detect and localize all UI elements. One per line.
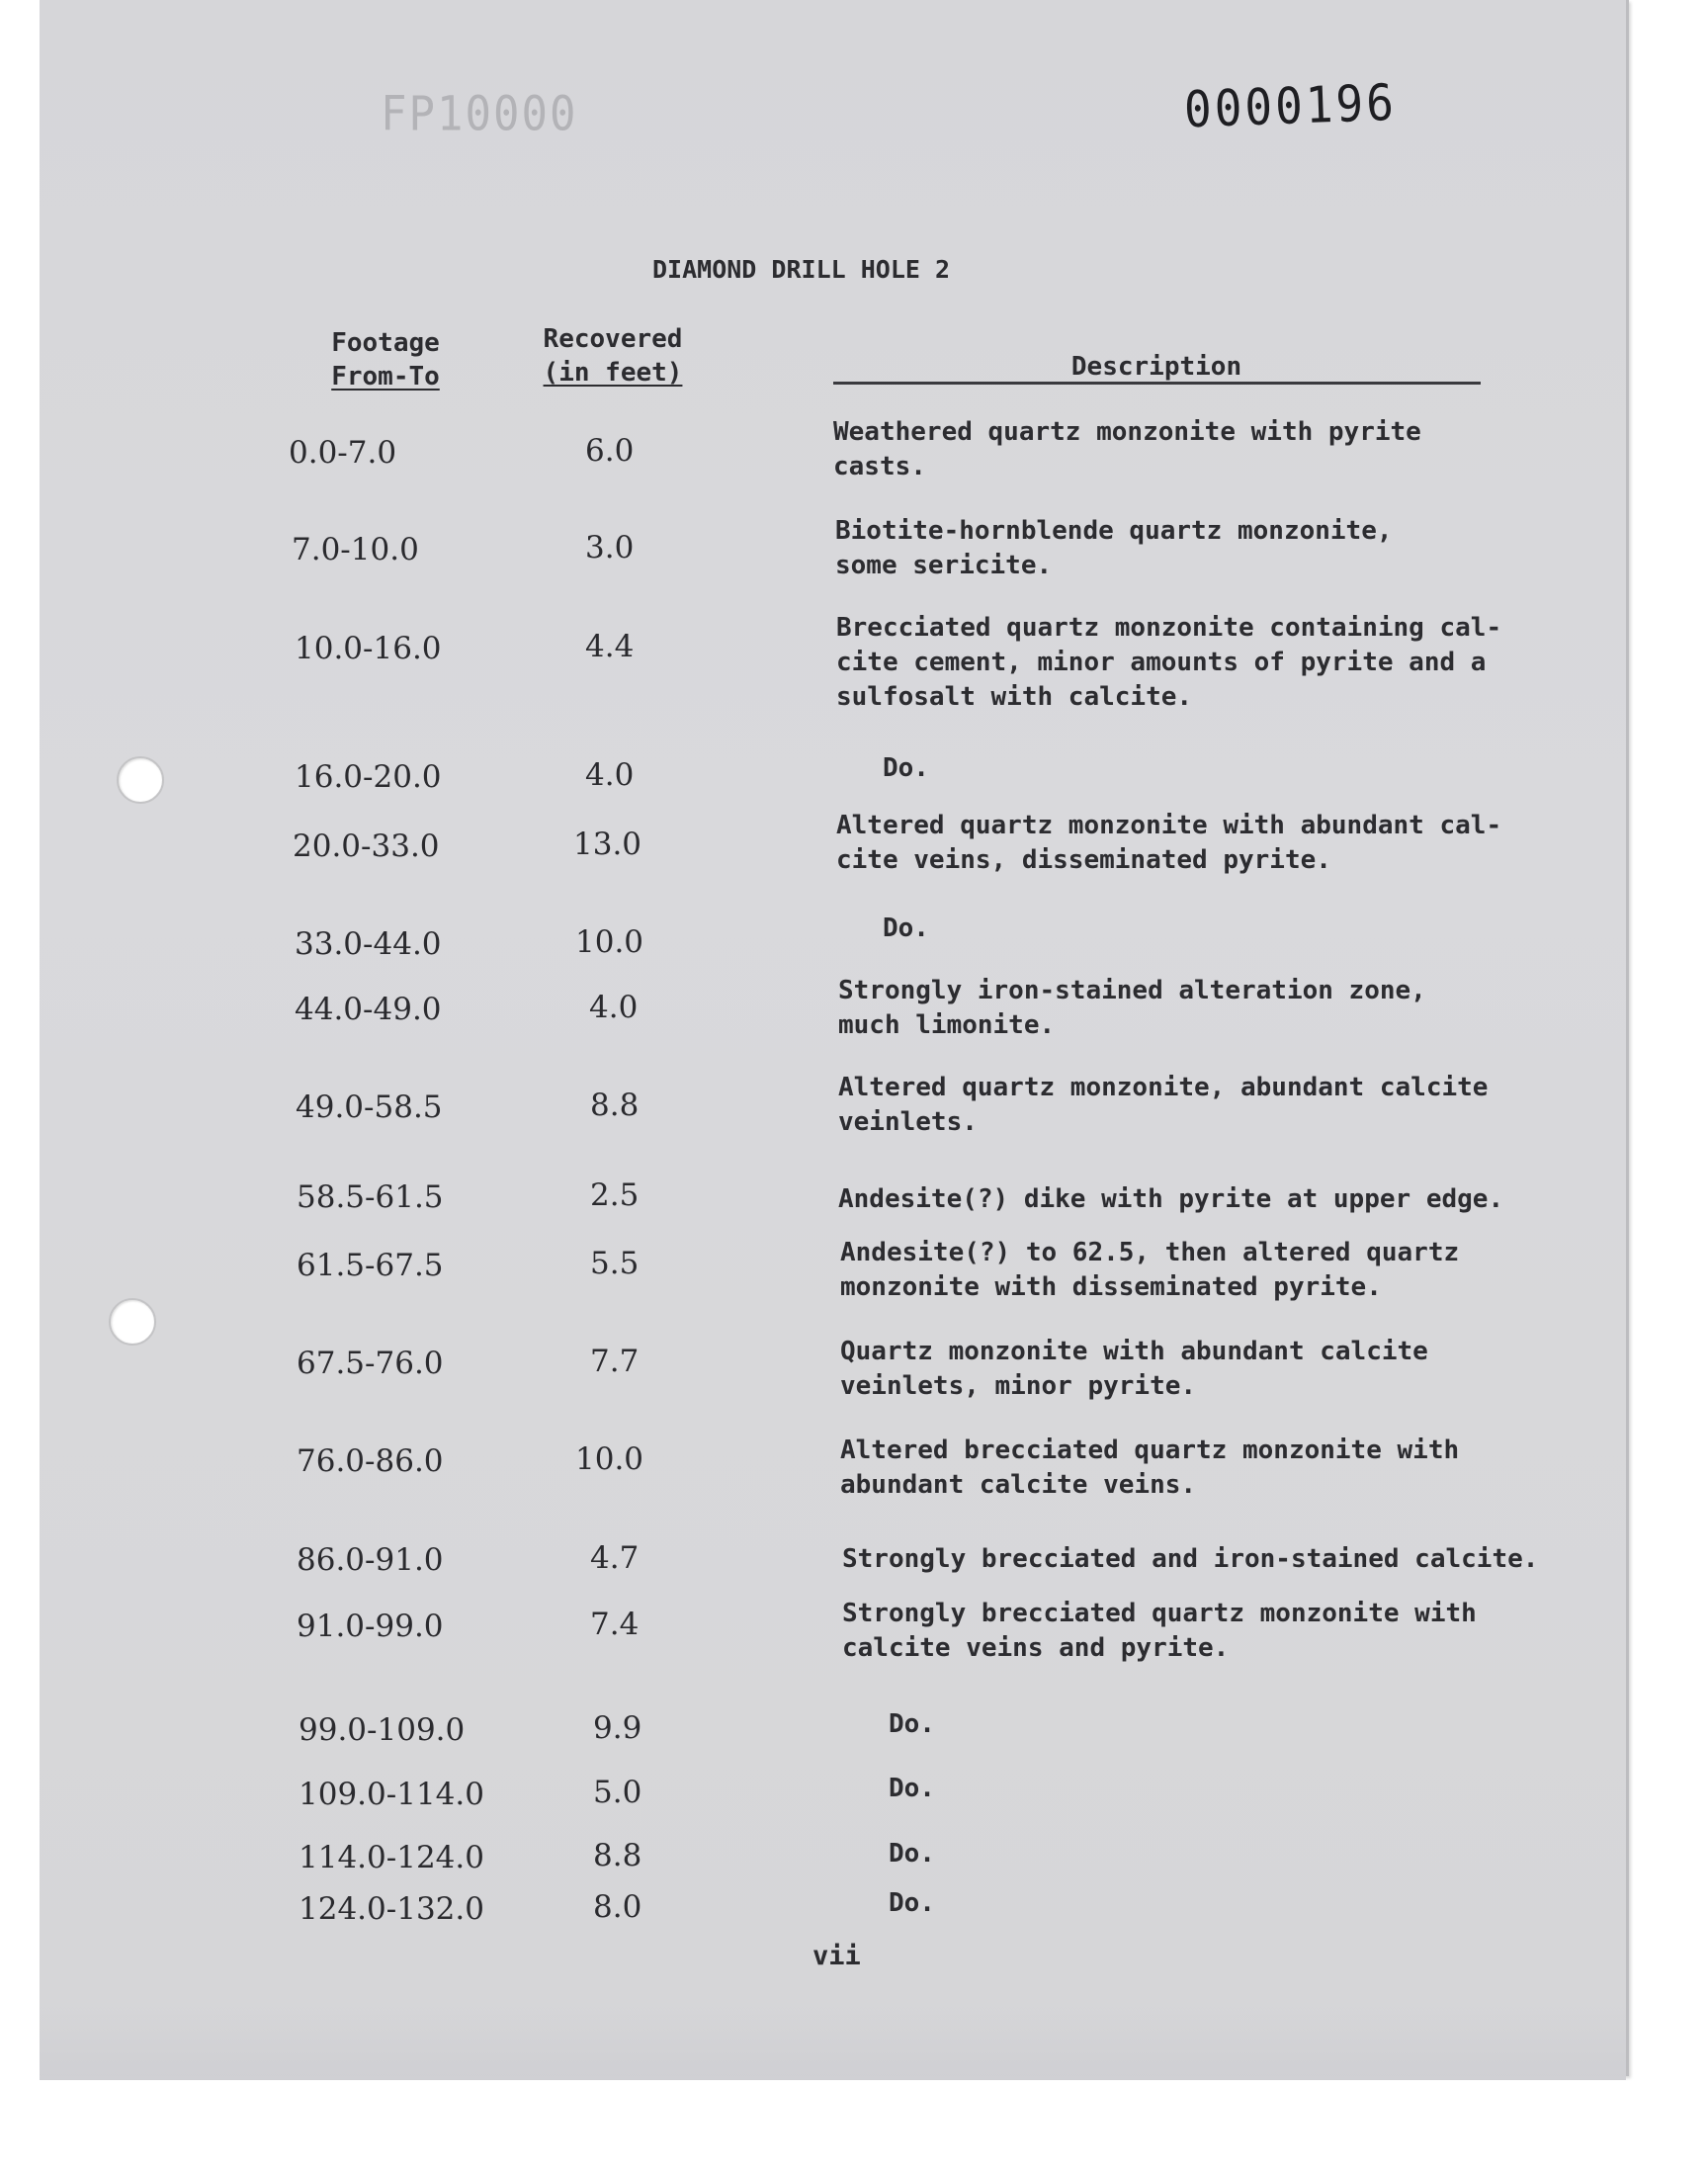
description-cell: Altered quartz monzonite with abundant cal- cite veins, disseminated pyrite. [836, 811, 1502, 875]
description-cell: Strongly brecciated and iron-stained calcite. [842, 1544, 1539, 1574]
footage-cell: 58.5-61.5 [297, 1179, 444, 1215]
recovered-cell: 4.0 [589, 990, 639, 1025]
recovered-header-line1: Recovered [543, 324, 683, 354]
recovered-column-header [514, 322, 712, 390]
description-cell: Quartz monzonite with abundant calcite veinlets, minor pyrite. [840, 1337, 1428, 1401]
description-cell: Brecciated quartz monzonite containing cal- cite cement, minor amounts of pyrite and a sulfosalt with calcite. [836, 613, 1502, 712]
footage-cell: 67.5-76.0 [297, 1346, 444, 1381]
footage-cell: 76.0-86.0 [297, 1443, 444, 1479]
recovered-cell: 6.0 [585, 433, 635, 469]
footage-cell: 124.0-132.0 [299, 1891, 484, 1927]
recovered-header-line2: (in feet) [543, 358, 683, 388]
recovered-cell: 4.4 [585, 629, 635, 664]
recovered-cell: 9.9 [593, 1710, 642, 1746]
footage-cell: 16.0-20.0 [295, 759, 442, 795]
description-cell: Weathered quartz monzonite with pyrite casts. [833, 417, 1421, 481]
description-cell: Do. [842, 1774, 935, 1803]
recovered-cell: 10.0 [575, 1441, 644, 1477]
punch-hole [117, 756, 164, 804]
footage-cell: 99.0-109.0 [299, 1712, 466, 1748]
footage-cell: 7.0-10.0 [292, 532, 419, 567]
description-cell: Do. [842, 1839, 935, 1869]
recovered-cell: 4.7 [590, 1540, 640, 1576]
page-stamp-number: 0000196 [1183, 72, 1398, 139]
description-cell: Do. [836, 914, 929, 943]
recovered-cell: 8.8 [590, 1088, 640, 1123]
footage-cell: 61.5-67.5 [297, 1248, 444, 1283]
description-cell: Altered quartz monzonite, abundant calcite veinlets. [838, 1073, 1489, 1137]
recovered-cell: 8.0 [593, 1889, 642, 1925]
description-cell: Altered brecciated quartz monzonite with abundant calcite veins. [840, 1436, 1460, 1500]
description-cell: Andesite(?) to 62.5, then altered quartz monzonite with disseminated pyrite. [840, 1238, 1460, 1302]
footage-cell: 20.0-33.0 [293, 828, 440, 864]
page-bottom-shadow [40, 2001, 1626, 2080]
footage-cell: 91.0-99.0 [297, 1609, 444, 1644]
recovered-cell: 13.0 [573, 826, 642, 862]
description-cell: Do. [842, 1709, 935, 1739]
recovered-cell: 7.4 [590, 1607, 640, 1642]
footage-header-line2: From-To [331, 362, 440, 392]
footage-cell: 114.0-124.0 [299, 1840, 484, 1875]
description-header-rule [833, 382, 1481, 385]
document-title: DIAMOND DRILL HOLE 2 [652, 255, 951, 284]
footage-header-line1: Footage [331, 328, 440, 358]
footage-cell: 0.0-7.0 [289, 435, 397, 471]
description-cell: Do. [842, 1888, 935, 1918]
recovered-cell: 5.0 [593, 1775, 642, 1810]
description-cell: Andesite(?) dike with pyrite at upper edge. [838, 1184, 1504, 1214]
punch-hole [109, 1298, 156, 1346]
description-column-header: Description [1070, 352, 1242, 382]
description-cell: Strongly iron-stained alteration zone, much limonite. [838, 976, 1426, 1040]
footage-cell: 10.0-16.0 [295, 631, 442, 666]
recovered-cell: 10.0 [575, 924, 644, 960]
footage-cell: 86.0-91.0 [297, 1542, 444, 1578]
description-cell: Biotite-hornblende quartz monzonite, some sericite. [835, 516, 1393, 580]
footage-column-header [287, 326, 484, 393]
recovered-cell: 2.5 [590, 1177, 640, 1213]
recovered-cell: 3.0 [585, 530, 635, 566]
description-cell: Strongly brecciated quartz monzonite with calcite veins and pyrite. [842, 1599, 1477, 1663]
recovered-cell: 8.8 [593, 1838, 642, 1873]
page-number: vii [812, 1941, 861, 1971]
footage-cell: 109.0-114.0 [299, 1777, 484, 1812]
footage-cell: 44.0-49.0 [295, 992, 442, 1027]
footage-cell: 33.0-44.0 [295, 926, 442, 962]
recovered-cell: 5.5 [590, 1246, 640, 1281]
recovered-cell: 7.7 [590, 1344, 640, 1379]
description-cell: Do. [836, 753, 929, 783]
faint-stamp-number: FP10000 [381, 86, 578, 142]
footage-cell: 49.0-58.5 [296, 1089, 443, 1125]
recovered-cell: 4.0 [585, 757, 635, 793]
